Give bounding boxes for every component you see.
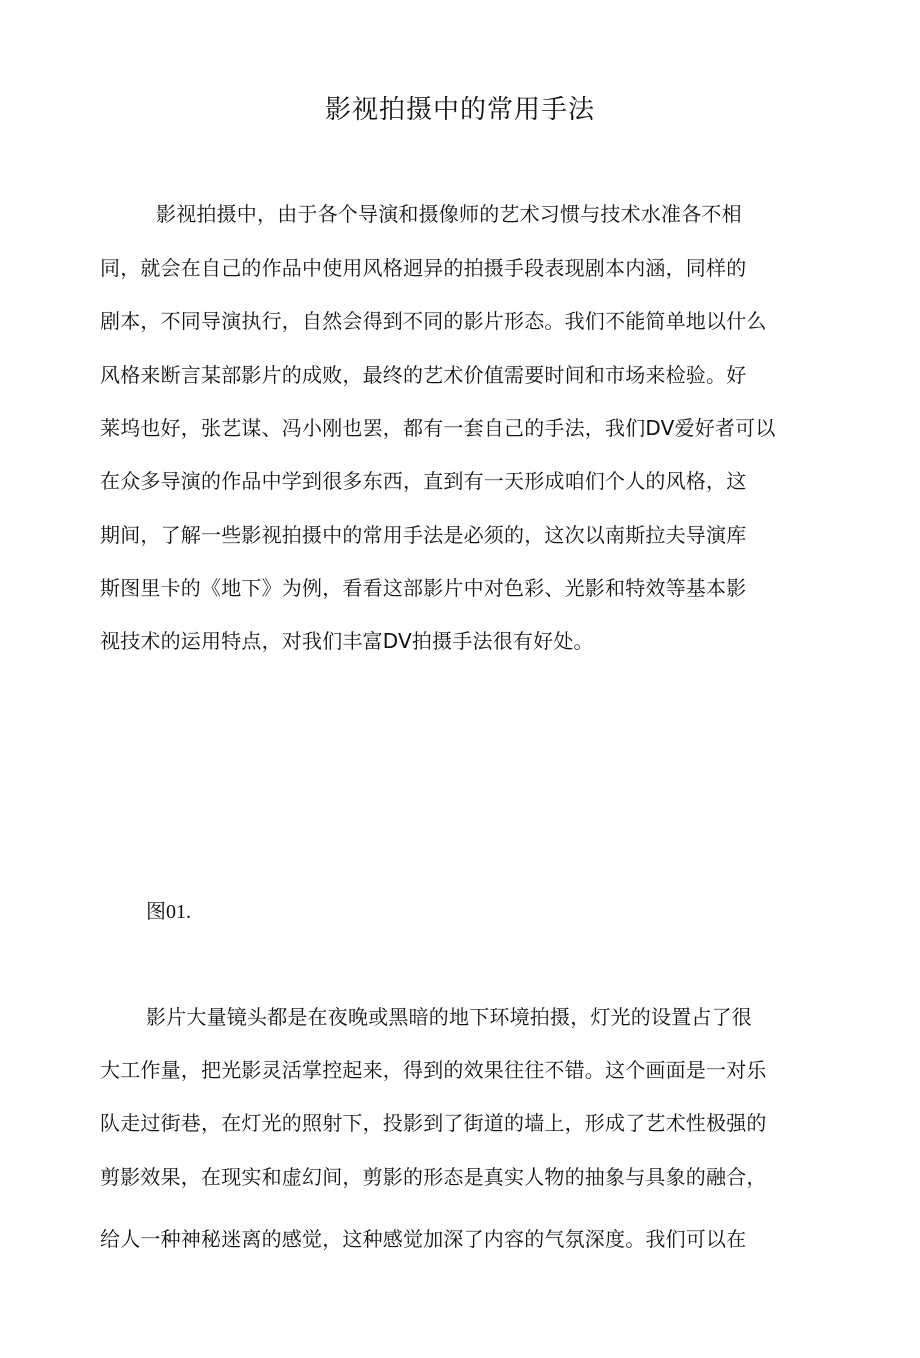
paragraph-line: 斯图里卡的《地下》为例，看看这部影片中对色彩、光影和特效等基本影 [100,576,747,600]
paragraph-line: 期间，了解一些影视拍摄中的常用手法是必须的，这次以南斯拉夫导演库 [100,523,747,547]
paragraph-line: 影片大量镜头都是在夜晚或黑暗的地下环境拍摄，灯光的设置占了很 [146,1005,752,1029]
paragraph-line: 队走过街巷，在灯光的照射下，投影到了街道的墙上，形成了艺术性极强的 [100,1111,767,1135]
paragraph-line: 给人一种神秘迷离的感觉，这种感觉加深了内容的气氛深度。我们可以在 [100,1227,747,1251]
paragraph-line: 剪影效果，在现实和虚幻间，剪影的形态是真实人物的抽象与具象的融合， [100,1165,767,1189]
figure-area [100,680,810,870]
paragraph-line: 莱坞也好，张艺谋、冯小刚也罢，都有一套自己的手法，我们DV爱好者可以 [100,416,776,440]
paragraph-line: 风格来断言某部影片的成败，最终的艺术价值需要时间和市场来检验。好 [100,363,747,387]
paragraph-line: 视技术的运用特点，对我们丰富DV拍摄手法很有好处。 [100,629,594,653]
paragraph-line: 剧本，不同导演执行，自然会得到不同的影片形态。我们不能简单地以什么 [100,309,767,333]
paragraph-line: 同，就会在自己的作品中使用风格迥异的拍摄手段表现剧本内涵，同样的 [100,256,747,280]
paragraph-line: 在众多导演的作品中学到很多东西，直到有一天形成咱们个人的风格，这 [100,469,747,493]
figure-caption: 图01. [146,901,191,923]
paragraph-line: 大工作量，把光影灵活掌控起来，得到的效果往往不错。这个画面是一对乐 [100,1058,767,1082]
document-title: 影视拍摄中的常用手法 [324,95,595,125]
paragraph-line: 影视拍摄中，由于各个导演和摄像师的艺术习惯与技术水准各不相 [156,202,742,226]
